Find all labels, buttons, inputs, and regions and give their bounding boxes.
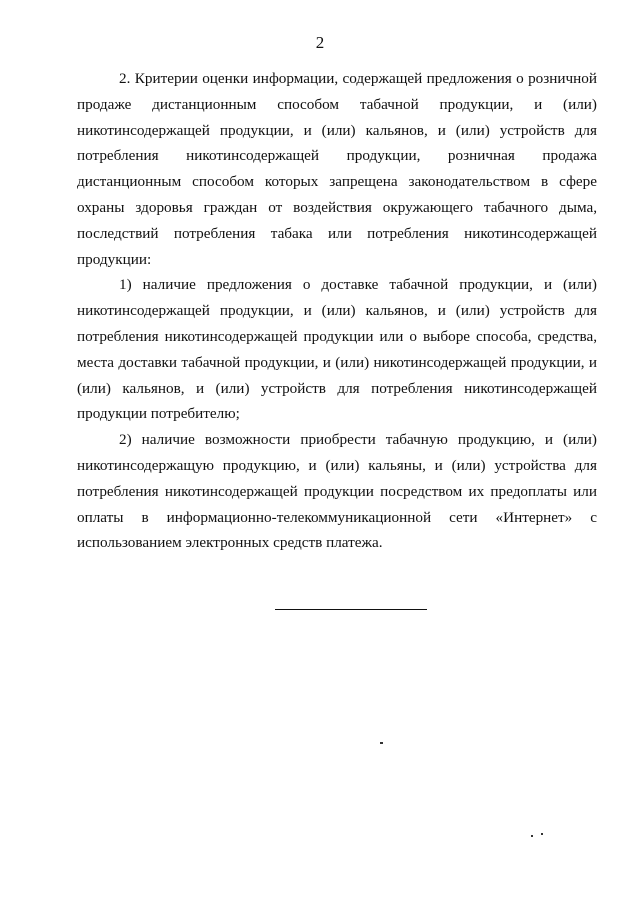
end-of-text-rule — [275, 609, 427, 610]
scan-speck — [380, 742, 383, 744]
document-body — [77, 66, 597, 556]
scan-speck — [541, 833, 543, 835]
paragraph-criterion-1: 1) наличие предложения о доставке табачной продукции, и (или) никотинсодержащей продукции, и (или) кальянов, и (или) устройств для потребления никотинсодержащей продукции или о выборе способа, средства, места доставки табачной продукции, и (или) никотинсодержащей продукции, и (или) кальянов, и (или) устройств для потребления никотинсодержащей продукции потребителю; — [77, 276, 597, 423]
page-number: 2 — [315, 33, 325, 52]
paragraph-criterion-2: 2) наличие возможности приобрести табачную продукцию, и (или) никотинсодержащую продукцию, и (или) кальяны, и (или) устройства для потребления никотинсодержащей продукции посредством их предоплаты или оплаты в информационно-телекоммуникационной сети «Интернет» с использованием электронных средств платежа. — [77, 431, 597, 552]
scan-speck — [531, 835, 533, 837]
paragraph-criteria-intro: 2. Критерии оценки информации, содержащей предложения о розничной продаже дистанционным способом табачной продукции, и (или) никотинсодержащей продукции, и (или) кальянов, и (или) устройств для потребления никотинсодержащей продукции, розничная продажа дистанционным способом которых запрещена законодательством в сфере охраны здоровья граждан от воздействия окружающего табачного дыма, последствий потребления табака или потребления никотинсодержащей продукции: — [77, 70, 597, 268]
